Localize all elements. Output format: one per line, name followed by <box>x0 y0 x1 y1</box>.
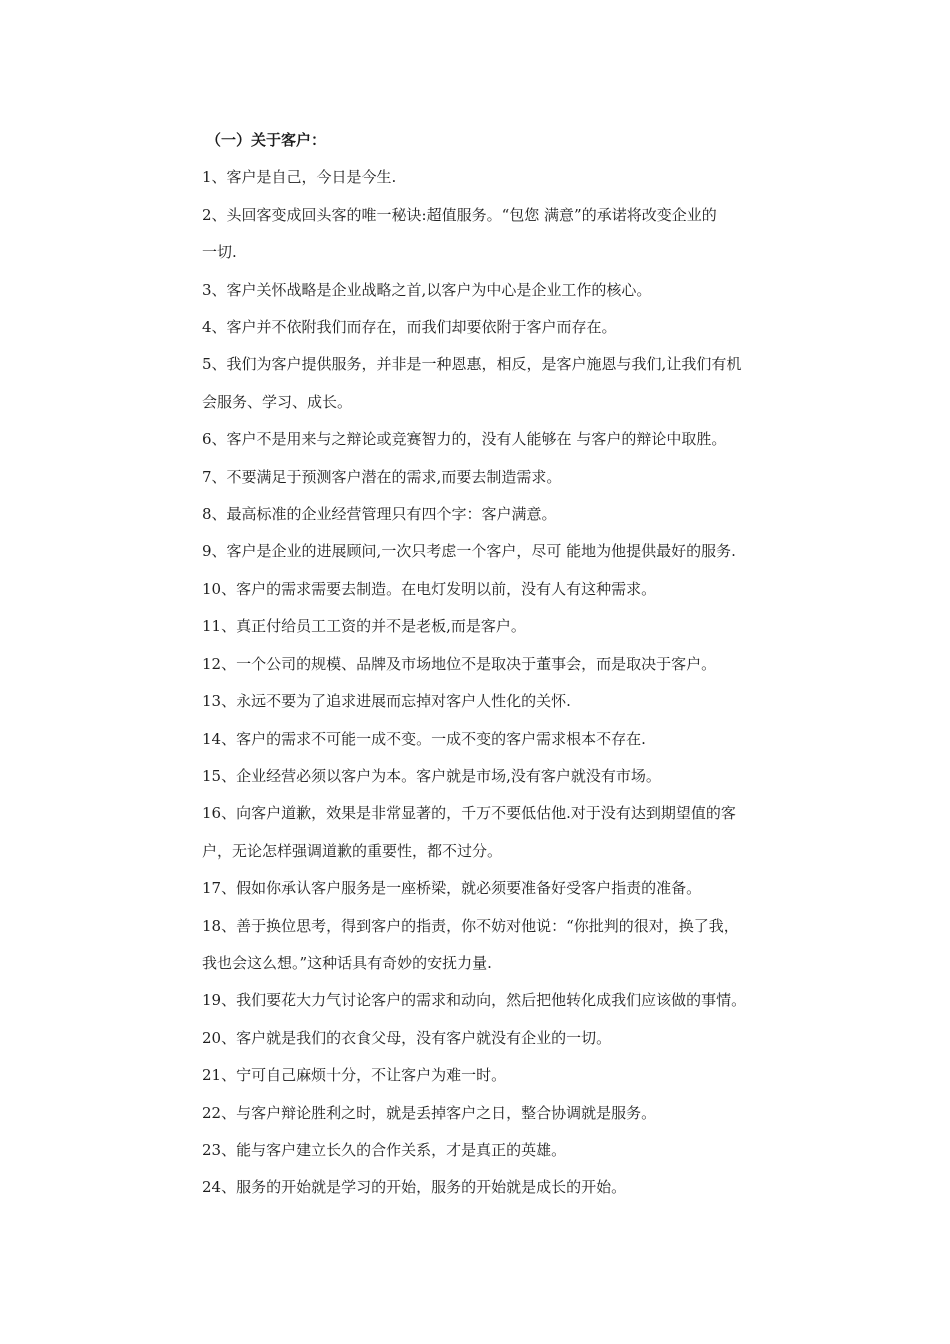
list-item-line: 11、真正付给员工工资的并不是老板,而是客户。 <box>202 617 526 636</box>
list-item-line: 1、客户是自己，今日是今生. <box>202 168 397 187</box>
list-item-line: 13、永远不要为了追求进展而忘掉对客户人性化的关怀. <box>202 692 571 711</box>
list-item-line: 户，无论怎样强调道歉的重要性，都不过分。 <box>202 841 503 860</box>
list-item-line: 4、客户并不依附我们而存在，而我们却要依附于客户而存在。 <box>202 318 617 337</box>
list-item-line: 8、最高标准的企业经营管理只有四个字：客户满意。 <box>202 505 557 524</box>
list-item-line: 24、服务的开始就是学习的开始，服务的开始就是成长的开始。 <box>202 1178 627 1197</box>
numbered-list <box>202 159 808 1206</box>
list-item-line: 19、我们要花大力气讨论客户的需求和动向，然后把他转化成我们应该做的事情。 <box>202 991 747 1010</box>
list-item-line: 22、与客户辩论胜利之时，就是丢掉客户之日，整合协调就是服务。 <box>202 1103 657 1122</box>
list-item-line: 我也会这么想。”这种话具有奇妙的安抚力量. <box>202 953 492 972</box>
list-item-line: 15、企业经营必须以客户为本。客户就是市场,没有客户就没有市场。 <box>202 766 661 785</box>
list-item-line: 16、向客户道歉，效果是非常显著的，千万不要低估他.对于没有达到期望值的客 <box>202 804 736 823</box>
list-item-line: 7、不要满足于预测客户潜在的需求,而要去制造需求。 <box>202 467 562 486</box>
list-item-line: 14、客户的需求不可能一成不变。一成不变的客户需求根本不存在. <box>202 729 646 748</box>
list-item-line: 20、客户就是我们的衣食父母，没有客户就没有企业的一切。 <box>202 1028 612 1047</box>
list-item-line: 一切. <box>202 243 237 262</box>
list-item-line: 12、一个公司的规模、品牌及市场地位不是取决于董事会，而是取决于客户。 <box>202 654 717 673</box>
list-item-line: 10、客户的需求需要去制造。在电灯发明以前，没有人有这种需求。 <box>202 579 657 598</box>
list-item-line: 6、客户不是用来与之辩论或竞赛智力的，没有人能够在 与客户的辩论中取胜。 <box>202 430 727 449</box>
section-heading: （一）关于客户： <box>206 131 327 149</box>
list-item-line: 21、宁可自己麻烦十分，不让客户为难一时。 <box>202 1066 507 1085</box>
list-item-line: 3、客户关怀战略是企业战略之首,以客户为中心是企业工作的核心。 <box>202 280 652 299</box>
document-body <box>202 122 808 1207</box>
list-item-line: 9、客户是企业的进展顾问,一次只考虑一个客户，尽可 能地为他提供最好的服务. <box>202 542 736 561</box>
list-item-line: 5、我们为客户提供服务，并非是一种恩惠，相反，是客户施恩与我们,让我们有机 <box>202 355 742 374</box>
list-item-line: 23、能与客户建立长久的合作关系，才是真正的英雄。 <box>202 1140 567 1159</box>
list-item-line: 18、善于换位思考，得到客户的指责，你不妨对他说：“你批判的很对，换了我， <box>202 916 739 935</box>
list-item-line: 17、假如你承认客户服务是一座桥梁，就必须要准备好受客户指责的准备。 <box>202 879 702 898</box>
list-item-line: 会服务、学习、成长。 <box>202 392 353 411</box>
list-item-line: 2、头回客变成回头客的唯一秘诀:超值服务。“包您 满意”的承诺将改变企业的 <box>202 205 717 224</box>
